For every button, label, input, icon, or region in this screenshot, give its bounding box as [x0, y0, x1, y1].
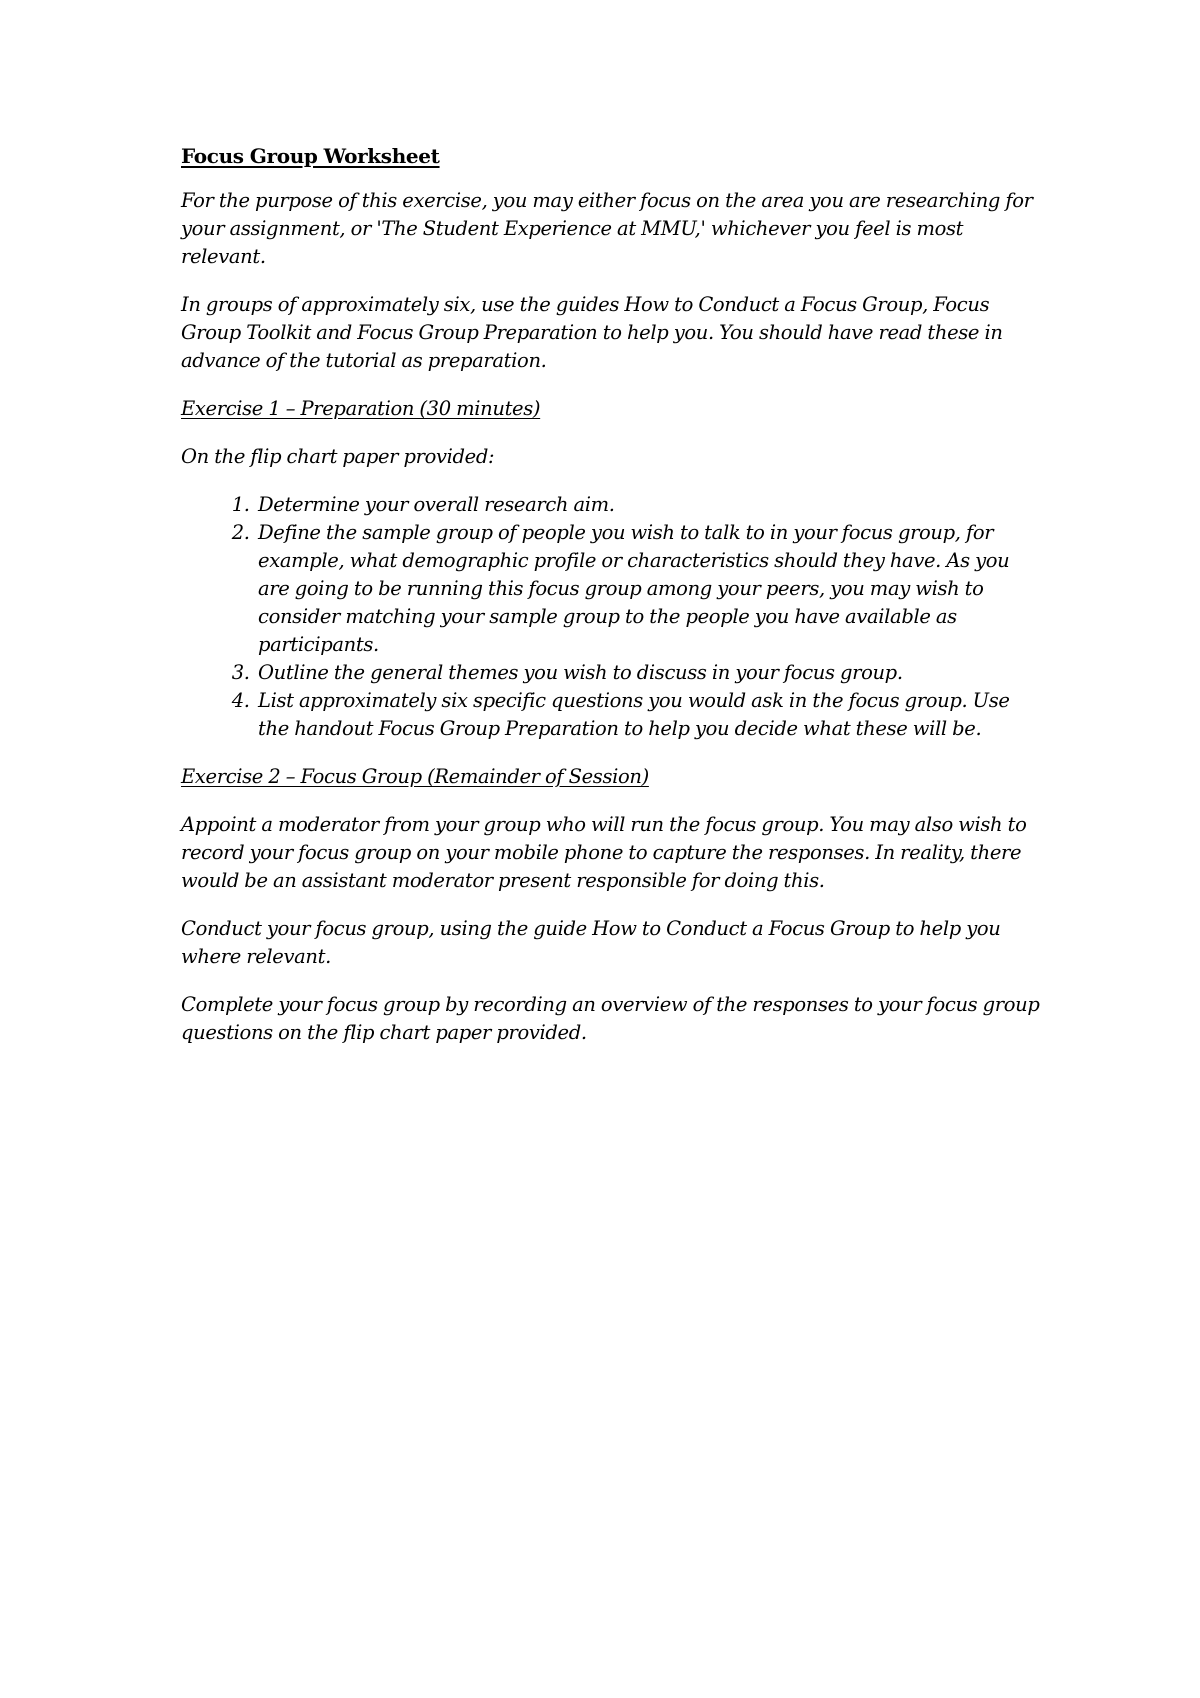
exercise-1-steps [181, 491, 1041, 743]
worksheet-page [181, 142, 1041, 1067]
worksheet-title: Focus Group Worksheet [181, 144, 440, 168]
exercise-1-lead: On the flip chart paper provided: [181, 445, 495, 468]
exercise-1-step-1: 1. Determine your overall research aim. [255, 491, 1041, 519]
exercise-2-paragraph-2: Conduct your focus group, using the guide How to Conduct a Focus Group to help you where relevant. [181, 917, 1001, 968]
exercise-1-step-2: 2. Define the sample group of people you wish to talk to in your focus group, for example, what demographic profile or characteristics should they have. As you are going to be running this focus group among your peers, you may wish to consider matching your sample group to the people you have available as participants. [255, 519, 1041, 659]
exercise-2-paragraph-1: Appoint a moderator from your group who will run the focus group. You may also wish to record your focus group on your mobile phone to capture the responses. In reality, there would be an assistant moderator present responsible for doing this. [181, 813, 1027, 892]
exercise-2-heading: Exercise 2 – Focus Group (Remainder of Session) [181, 765, 649, 788]
exercise-1-step-3: 3. Outline the general themes you wish to discuss in your focus group. [255, 659, 1041, 687]
exercise-1-heading: Exercise 1 – Preparation (30 minutes) [181, 397, 541, 420]
intro-paragraph-2: In groups of approximately six, use the guides How to Conduct a Focus Group, Focus Group Toolkit and Focus Group Preparation to help you. You should have read these in advance of the tutorial as preparation. [181, 293, 1003, 372]
exercise-2-paragraph-3: Complete your focus group by recording an overview of the responses to your focus group questions on the flip chart paper provided. [181, 993, 1040, 1044]
exercise-1-step-4: 4. List approximately six specific questions you would ask in the focus group. Use the handout Focus Group Preparation to help you decide what these will be. [255, 687, 1041, 743]
intro-paragraph-1: For the purpose of this exercise, you may either focus on the area you are researching for your assignment, or 'The Student Experience at MMU,' whichever you feel is most relevant. [181, 189, 1033, 268]
